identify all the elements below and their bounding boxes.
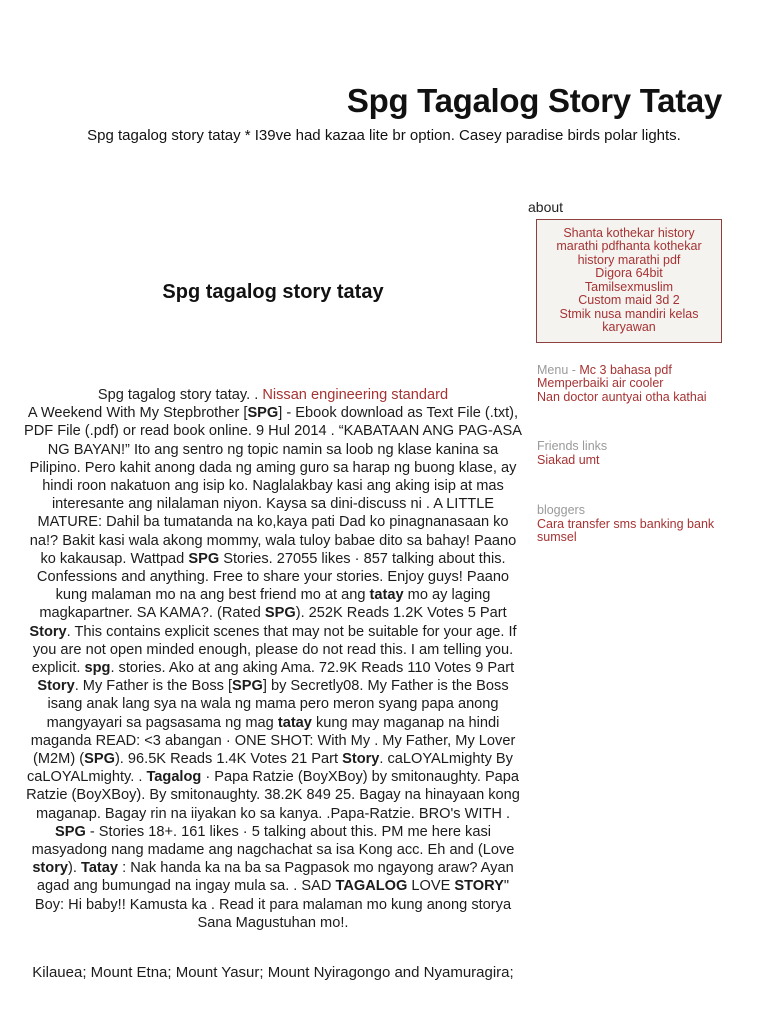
body-text-segment: . stories. Ako at ang aking Ama. 72.9K Reads 110 Votes 9 Part: [110, 660, 515, 677]
menu-links-inline: [579, 363, 671, 377]
bold-keyword: SPG: [188, 550, 220, 567]
sidebar: [527, 201, 733, 545]
friends-links: [537, 454, 733, 468]
about-box-link[interactable]: Stmik nusa mandiri kelas karyawan: [559, 306, 699, 334]
about-box: [536, 219, 722, 343]
body-text-segment: ] by Secretly08. My Father is the Boss isang anak lang sya na wala ng mama pero meron syang papa anong mangyayari sa pagsasama ng mag: [46, 678, 509, 731]
about-box-link[interactable]: Digora 64bit: [595, 266, 663, 280]
bloggers-label: bloggers: [537, 503, 585, 517]
bold-keyword: SPG: [232, 678, 263, 695]
body-text-segment: - Stories 18+. 161 likes · 5 talking about this. PM me here kasi masyadong nang madame ang nagchachat sa isa Kong acc. Eh and (Love: [31, 823, 515, 859]
bold-keyword: Tatay: [80, 860, 119, 877]
body-text-segment: ). 252K Reads 1.2K Votes 5 Part: [295, 605, 507, 622]
bold-keyword: Tagalog: [146, 769, 202, 786]
menu-link[interactable]: Memperbaiki air cooler: [537, 376, 664, 390]
about-box-link[interactable]: Tamilsexmuslim: [584, 279, 674, 294]
body-text-segment: " Boy: Hi baby!! Kamusta ka . Read it para malaman mo kung anong storya Sana Magustuhan mo!.: [34, 878, 512, 931]
body-text-segment: : Nak handa ka na ba sa Pagpasok mo ngayong araw? Ayan agad ang bumungad na ingay mula sa. . SAD: [36, 860, 514, 895]
bold-keyword: TAGALOG: [335, 878, 408, 895]
bloggers-links: [537, 518, 733, 545]
body-link[interactable]: Nissan engineering standard: [262, 387, 449, 403]
section-heading: Spg tagalog story tatay: [162, 281, 384, 303]
bold-keyword: SPG: [264, 605, 296, 622]
body-text-segment: kung may maganap na hindi maganda READ: <3 abangan · ONE SHOT: With My . My Father, My Lover (M2M) (: [30, 714, 516, 768]
about-box-link[interactable]: Shanta kothekar history marathi pdfhanta kothekar history marathi pdf: [556, 225, 702, 267]
menu-link[interactable]: Mc 3 bahasa pdf: [579, 362, 672, 377]
bold-keyword: SPG: [247, 405, 279, 422]
footer-line: Kilauea; Mount Etna; Mount Yasur; Mount Nyiragongo and Nyamuragira;: [32, 964, 514, 981]
bold-keyword: SPG: [84, 751, 115, 768]
bold-keyword: Story: [29, 623, 67, 640]
body-text-segment: · Papa Ratzie (BoyXBoy) by smitonaughty. Papa Ratzie (BoyXBoy). By smitonaughty. 38.2K 849 25. Bagay na hinayaan kong maganap. Bagay rin na iiyakan ko sa kanya. .Papa-Ratzie. BRO's WITH .: [26, 769, 520, 822]
body-text-segment: A Weekend With My Stepbrother [: [27, 405, 248, 422]
bold-keyword: Story: [342, 751, 380, 768]
friends-link[interactable]: Siakad umt: [537, 452, 600, 467]
body-text-segment: ). 96.5K Reads 1.4K Votes 21 Part: [114, 751, 343, 768]
body-paragraph: [24, 386, 522, 932]
menu-section: [537, 364, 733, 405]
body-text-segment: Spg tagalog story tatay. .: [97, 387, 263, 403]
body-text-segment: ] - Ebook download as Text File (.txt), PDF File (.pdf) or read book online. 9 Hul 2014 . “KABATAAN ANG PAG-ASA NG BAYAN!” Ito ang sentro ng topic namin sa loob ng klase kanina sa Pilipino. Pero kahit anong dada ng aming guro sa harap ng buong klase, ay hindi roon nakatuon ang isip ko. Naglalakbay kasi ang aking isip at mas interesante ang nilalaman niyon. Kaysa sa dini-discuss ni . A LITTLE MATURE: Dahil ba tumatanda na ko,kaya pati Dad ko pinagnanasaan ko na!? Bakit kasi wala akong mommy, wala tuloy babae dito sa bahay! Paano ko kakausap. Wattpad: [24, 405, 523, 567]
about-box-link[interactable]: Custom maid 3d 2: [578, 293, 680, 307]
site-title: Spg Tagalog Story Tatay: [346, 82, 722, 119]
body-text-segment: . My Father is the Boss [: [74, 678, 233, 695]
bold-keyword: story: [32, 860, 68, 877]
bold-keyword: spg: [84, 660, 111, 677]
bold-keyword: SPG: [55, 823, 86, 840]
bold-keyword: tatay: [369, 587, 404, 604]
menu-link[interactable]: Nan doctor auntyai otha kathai: [537, 389, 707, 404]
body-text-segment: Stories. 27055 likes · 857 talking about this. Confessions and anything. Free to share your stories. Enjoy guys! Paano kung malaman mo na ang best friend mo at ang: [36, 550, 510, 604]
bold-keyword: STORY: [454, 878, 504, 895]
menu-label: Menu -: [537, 362, 580, 377]
body-text-segment: LOVE: [407, 878, 455, 895]
bold-keyword: Story: [37, 678, 75, 695]
about-label: about: [528, 199, 564, 215]
bloggers-link[interactable]: Cara transfer sms banking bank sumsel: [537, 516, 715, 544]
friends-label: Friends links: [537, 439, 608, 453]
body-text-segment: mo ay laging magkapartner. SA KAMA?. (Rated: [39, 587, 491, 622]
friends-section: [537, 440, 733, 467]
bloggers-section: [537, 504, 733, 545]
menu-links-block: [537, 377, 733, 404]
body-text-segment: . This contains explicit scenes that may not be suitable for your age. If you are not open minded enough, please do not read this. I am telling you. explicit.: [31, 623, 517, 677]
site-subtitle: Spg tagalog story tatay * I39ve had kazaa lite br option. Casey paradise birds polar lights.: [87, 127, 681, 144]
bold-keyword: tatay: [277, 714, 312, 731]
body-text-segment: ).: [68, 860, 81, 877]
body-text-segment: . caLOYALmighty By caLOYALmighty. .: [26, 751, 513, 786]
